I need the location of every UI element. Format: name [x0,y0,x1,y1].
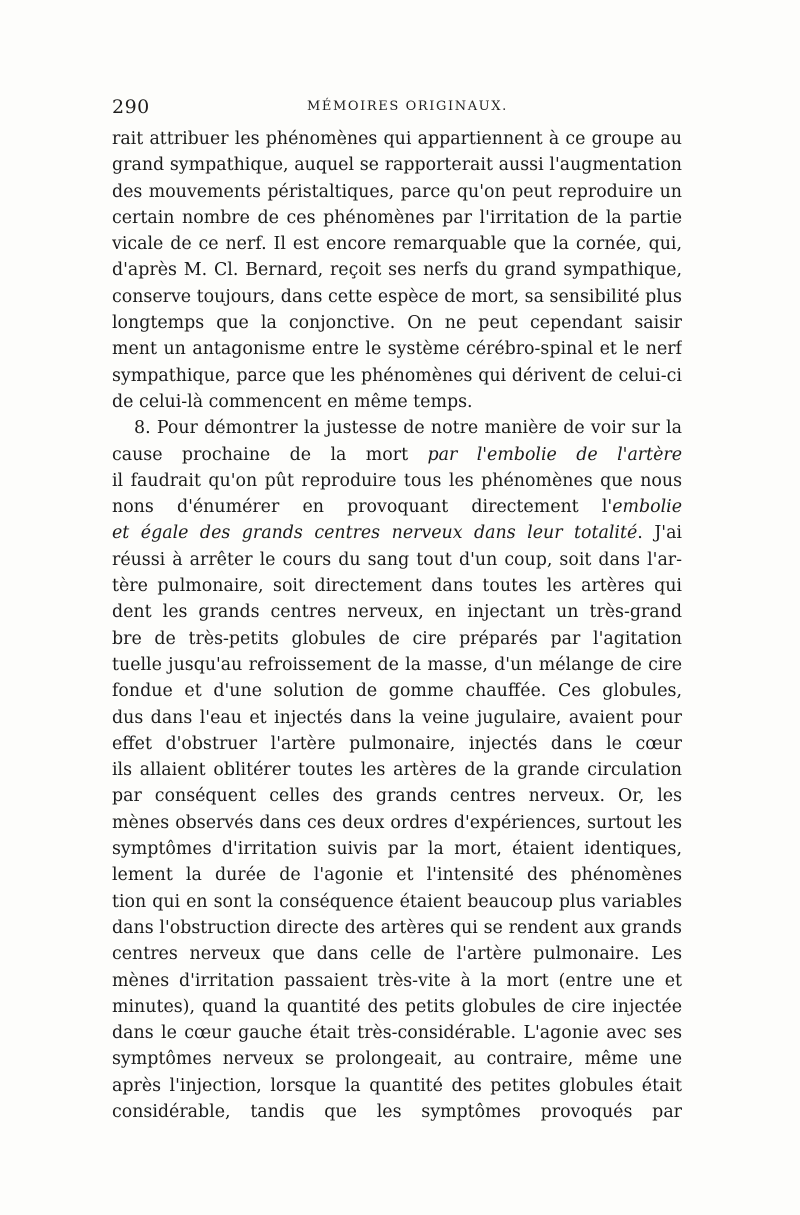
text-line: rait attribuer les phénomènes qui appartiennent à ce groupe au [112,129,682,149]
text-line: mènes d'irritation passaient très-vite à la mort (entre une et [112,970,682,991]
text-line: il faudrait qu'on pût reproduire tous les phénomènes que nous [112,470,682,491]
text-line: dus dans l'eau et injectés dans la veine jugulaire, avaient pour [112,707,682,728]
text-line: des mouvements péristaltiques, parce qu'on peut reproduire un [112,181,682,202]
text-line: et égale des grands centres nerveux dans leur totalité. J'ai [112,523,682,544]
text-line: tion qui en sont la conséquence étaient beaucoup plus variables [112,891,682,912]
text-line: effet d'obstruer l'artère pulmonaire, injectés dans le cœur [112,733,682,754]
page-number: 290 [112,96,150,118]
text-line: d'après M. Cl. Bernard, reçoit ses nerfs du grand sympathique, [112,260,682,281]
text-line: longtemps que la conjonctive. On ne peut cependant saisir [112,313,682,334]
text-line: vicale de ce nerf. Il est encore remarquable que la cornée, qui, [112,234,682,255]
text-line: après l'injection, lorsque la quantité des petites globules était [112,1075,682,1096]
text-line: tuelle jusqu'au refroissement de la masse, d'un mélange de cire [112,654,682,675]
text-line: nons d'énumérer en provoquant directement l'embolie [112,497,682,518]
text-line: sympathique, parce que les phénomènes qui dérivent de celui-ci [112,365,682,386]
body-text [112,126,682,1125]
text-line: dent les grands centres nerveux, en injectant un très-grand [112,602,682,623]
text-line: conserve toujours, dans cette espèce de mort, sa sensibilité plus [112,286,682,307]
text-line: considérable, tandis que les symptômes provoqués par [112,1101,682,1122]
text-line: mènes observés dans ces deux ordres d'expériences, surtout les [112,812,682,833]
section-8-first-line: 8. Pour démontrer la justesse de notre manière de voir sur la [134,418,682,439]
text-line: symptômes d'irritation suivis par la mort, étaient identiques, [112,839,682,860]
text-line: centres nerveux que dans celle de l'artère pulmonaire. Les [112,944,682,965]
text-line: fondue et d'une solution de gomme chauffée. Ces globules, [112,681,682,702]
text-line: réussi à arrêter le cours du sang tout d'un coup, soit dans l'ar- [112,549,682,570]
paragraph-end-line: de celui-là commencent en même temps. [112,391,473,412]
text-line: dans l'obstruction directe des artères qui se rendent aux grands [112,917,682,938]
text-line: ment un antagonisme entre le système cérébro-spinal et le nerf [112,339,682,360]
running-title: MÉMOIRES ORIGINAUX. [307,99,508,114]
text-line: cause prochaine de la mort par l'embolie de l'artère [112,444,682,465]
text-line: bre de très-petits globules de cire préparés par l'agitation [112,628,682,649]
text-line: par conséquent celles des grands centres nerveux. Or, les [112,786,682,807]
text-line: symptômes nerveux se prolongeait, au contraire, même une [112,1049,682,1070]
text-line: lement la durée de l'agonie et l'intensité des phénomènes [112,865,682,886]
text-line: tère pulmonaire, soit directement dans toutes les artères qui [112,576,682,597]
text-line: certain nombre de ces phénomènes par l'irritation de la partie [112,207,682,228]
text-line: minutes), quand la quantité des petits globules de cire injectée [112,996,682,1017]
text-line: dans le cœur gauche était très-considérable. L'agonie avec ses [112,1023,682,1044]
text-line: grand sympathique, auquel se rapporterait aussi l'augmentation [112,155,682,176]
text-line: ils allaient oblitérer toutes les artères de la grande circulation [112,760,682,781]
page-header [112,96,698,120]
